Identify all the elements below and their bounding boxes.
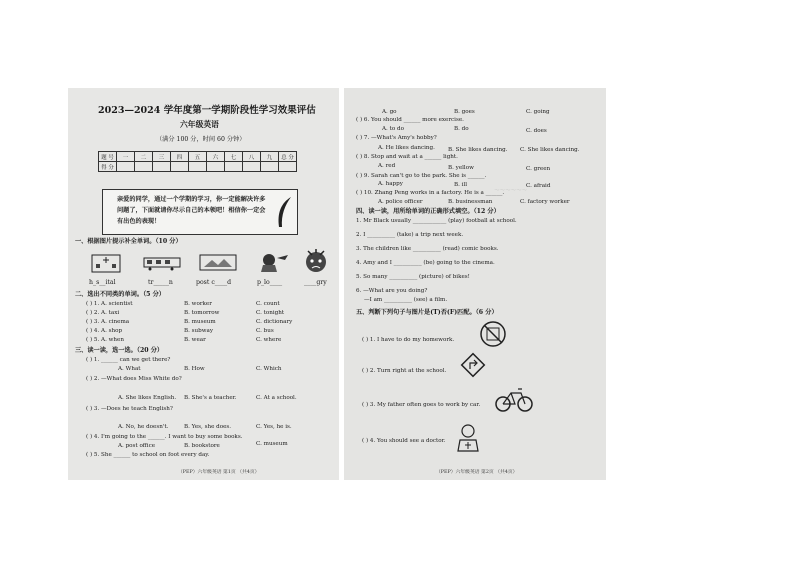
option: B. yellow bbox=[448, 165, 474, 171]
score-cell[interactable] bbox=[171, 162, 189, 172]
question: ( ) 3. —Does he teach English? bbox=[86, 406, 173, 412]
fill-in-item: 4. Amy and I __________ (be) going to the cinema. bbox=[356, 260, 495, 266]
option: A. What bbox=[118, 366, 141, 372]
word-blank[interactable]: post c____d bbox=[196, 279, 232, 286]
section-4-title: 四、读一读，用所给单词的正确形式填空。（12 分） bbox=[356, 208, 500, 215]
option: A. She likes English. bbox=[118, 395, 177, 401]
turn-right-sign-icon bbox=[460, 352, 486, 378]
option: B. goes bbox=[454, 109, 475, 115]
section-2-title: 二、选出不同类的单词。（5 分） bbox=[75, 291, 165, 298]
option: C. At a school. bbox=[256, 395, 297, 401]
page-footer: （PEP）六年级英语 第1页 （共4页） bbox=[178, 470, 260, 475]
table-cell: 九 bbox=[261, 152, 279, 162]
option: B. She likes dancing. bbox=[448, 147, 508, 153]
question: ( ) 7. —What's Amy's hobby? bbox=[356, 135, 437, 141]
option: C. Which bbox=[256, 366, 282, 372]
question: ( ) 9. Sarah can't go to the park. She is ______. bbox=[356, 173, 487, 179]
doctor-icon bbox=[454, 423, 482, 453]
score-cell[interactable] bbox=[189, 162, 207, 172]
question-label: ( ) 2. A. taxi bbox=[86, 310, 120, 316]
score-cell[interactable] bbox=[261, 162, 279, 172]
option: B. bookstore bbox=[184, 443, 220, 449]
quill-pen-icon bbox=[273, 195, 295, 231]
fill-in-item: —I am __________ (see) a film. bbox=[364, 297, 448, 303]
bicycle-icon bbox=[494, 385, 534, 413]
judge-item: ( ) 1. I have to do my homework. bbox=[362, 337, 455, 343]
section-1-title: 一、根据图片提示补全单词。（10 分） bbox=[75, 238, 182, 245]
page-footer: （PEP）六年级英语 第2页 （共4页） bbox=[436, 470, 518, 475]
option: C. tonight bbox=[256, 310, 285, 316]
table-cell: 八 bbox=[243, 152, 261, 162]
question: ( ) 5. She ______ to school on foot every day. bbox=[86, 452, 210, 458]
option: A. go bbox=[382, 109, 397, 115]
option: C. museum bbox=[256, 441, 288, 447]
choice-row bbox=[86, 301, 133, 308]
question: ( ) 10. Zhang Peng works in a factory. He is a ______. bbox=[356, 190, 505, 196]
option: C. where bbox=[256, 337, 282, 343]
option: B. ill bbox=[454, 182, 468, 188]
table-cell: 四 bbox=[171, 152, 189, 162]
option: B. How bbox=[184, 366, 205, 372]
judge-item: ( ) 4. You should see a doctor. bbox=[362, 438, 446, 444]
exam-title: 2023—2024 学年度第一学期阶段性学习效果评估 bbox=[98, 105, 316, 116]
option: B. museum bbox=[184, 319, 216, 325]
banner-line: 问题了，下面就请你尽示自己的本领吧！相信你一定会 bbox=[117, 207, 266, 214]
table-cell: 题 号 bbox=[99, 152, 117, 162]
option: B. businessman bbox=[448, 199, 493, 205]
fill-in-item: 5. So many __________ (picture) of bikes! bbox=[356, 274, 470, 280]
option: B. worker bbox=[184, 301, 212, 307]
banner-line: 有出色的表现！ bbox=[117, 218, 161, 225]
judge-item: ( ) 3. My father often goes to work by car. bbox=[362, 402, 481, 408]
option: B. subway bbox=[184, 328, 214, 334]
option: B. tomorrow bbox=[184, 310, 220, 316]
judge-item: ( ) 2. Turn right at the school. bbox=[362, 368, 447, 374]
score-cell[interactable] bbox=[153, 162, 171, 172]
table-cell: 得 分 bbox=[99, 162, 117, 172]
word-blank[interactable]: tr_____n bbox=[148, 279, 173, 286]
fill-in-item: 2. I __________ (take) a trip next week. bbox=[356, 232, 464, 238]
option: B. do bbox=[454, 126, 469, 132]
option: A. red bbox=[378, 163, 396, 169]
exam-page-right bbox=[344, 88, 606, 480]
table-cell: 三 bbox=[153, 152, 171, 162]
option: C. does bbox=[526, 128, 547, 134]
score-cell[interactable] bbox=[225, 162, 243, 172]
question: ( ) 1. ______ can we get there? bbox=[86, 357, 171, 363]
pilot-icon bbox=[255, 248, 289, 274]
option: A. police officer bbox=[378, 199, 423, 205]
option: C. dictionary bbox=[256, 319, 293, 325]
post-card-icon bbox=[198, 253, 238, 271]
table-cell: 五 bbox=[189, 152, 207, 162]
question: ( ) 8. Stop and wait at a ______ light. bbox=[356, 154, 458, 160]
score-table-header bbox=[99, 152, 297, 162]
fill-in-item: 1. Mr Black usually ____________ (play) football at school. bbox=[356, 218, 517, 224]
table-cell: 二 bbox=[135, 152, 153, 162]
fill-in-item: 3. The children like __________ (read) comic books. bbox=[356, 246, 499, 252]
word-blank[interactable]: p_lo____ bbox=[257, 279, 283, 286]
score-table-row bbox=[99, 162, 297, 172]
option: B. wear bbox=[184, 337, 206, 343]
section-3-title: 三、读一读，选一选。（20 分） bbox=[75, 347, 164, 354]
question-label: ( ) 3. A. cinema bbox=[86, 319, 130, 325]
fill-in-item: 6. —What are you doing? bbox=[356, 288, 428, 294]
table-cell: 七 bbox=[225, 152, 243, 162]
option: B. Yes, she does. bbox=[184, 424, 232, 430]
option: A. post office bbox=[118, 443, 156, 449]
option: B. She's a teacher. bbox=[184, 395, 237, 401]
encouragement-banner bbox=[102, 189, 298, 235]
question: ( ) 2. —What does Miss White do? bbox=[86, 376, 182, 382]
section-5-title: 五、判断下列句子与图片是(T)否(F)匹配。（6 分） bbox=[356, 309, 498, 316]
train-icon bbox=[142, 255, 182, 271]
score-cell[interactable] bbox=[279, 162, 297, 172]
option: C. going bbox=[526, 109, 550, 115]
table-cell: 一 bbox=[117, 152, 135, 162]
question-label: ( ) 4. A. shop bbox=[86, 328, 123, 334]
table-cell: 六 bbox=[207, 152, 225, 162]
option: A. happy bbox=[378, 181, 403, 187]
option: A. He likes dancing. bbox=[378, 145, 435, 151]
score-cell[interactable] bbox=[135, 162, 153, 172]
exam-meta: （满分 100 分，时间 60 分钟） bbox=[156, 136, 246, 143]
table-cell: 总 分 bbox=[279, 152, 297, 162]
word-blank[interactable]: ____gry bbox=[304, 279, 327, 286]
score-cell[interactable] bbox=[243, 162, 261, 172]
hospital-icon bbox=[88, 251, 124, 273]
exam-page-left bbox=[68, 88, 339, 480]
option: C. factory worker bbox=[520, 199, 570, 205]
option: C. count bbox=[256, 301, 280, 307]
option: A. No, he doesn't. bbox=[118, 424, 169, 430]
option: C. She likes dancing. bbox=[520, 147, 580, 153]
score-cell[interactable] bbox=[207, 162, 225, 172]
exam-subtitle: 六年级英语 bbox=[180, 120, 219, 129]
option: C. Yes, he is. bbox=[256, 424, 292, 430]
question-label: ( ) 5. A. when bbox=[86, 337, 124, 343]
banner-line: 亲爱的同学，通过一个学期的学习，你一定能解决许多 bbox=[117, 196, 266, 203]
question-label: ( ) 1. A. scientist bbox=[86, 301, 133, 307]
option: C. afraid bbox=[526, 183, 551, 189]
option: C. bus bbox=[256, 328, 274, 334]
angry-face-icon bbox=[302, 247, 330, 275]
question: ( ) 6. You should ______ more exercise. bbox=[356, 117, 464, 123]
homework-sign-icon bbox=[478, 320, 508, 348]
option: C. green bbox=[526, 166, 551, 172]
bleed-through: ～～～～～～ bbox=[494, 188, 528, 194]
score-table bbox=[98, 151, 297, 172]
question: ( ) 4. I'm going to the ______. I want to buy some books. bbox=[86, 434, 243, 440]
option: A. to do bbox=[382, 126, 404, 132]
score-cell[interactable] bbox=[117, 162, 135, 172]
word-blank[interactable]: h_s__ital bbox=[89, 279, 116, 286]
